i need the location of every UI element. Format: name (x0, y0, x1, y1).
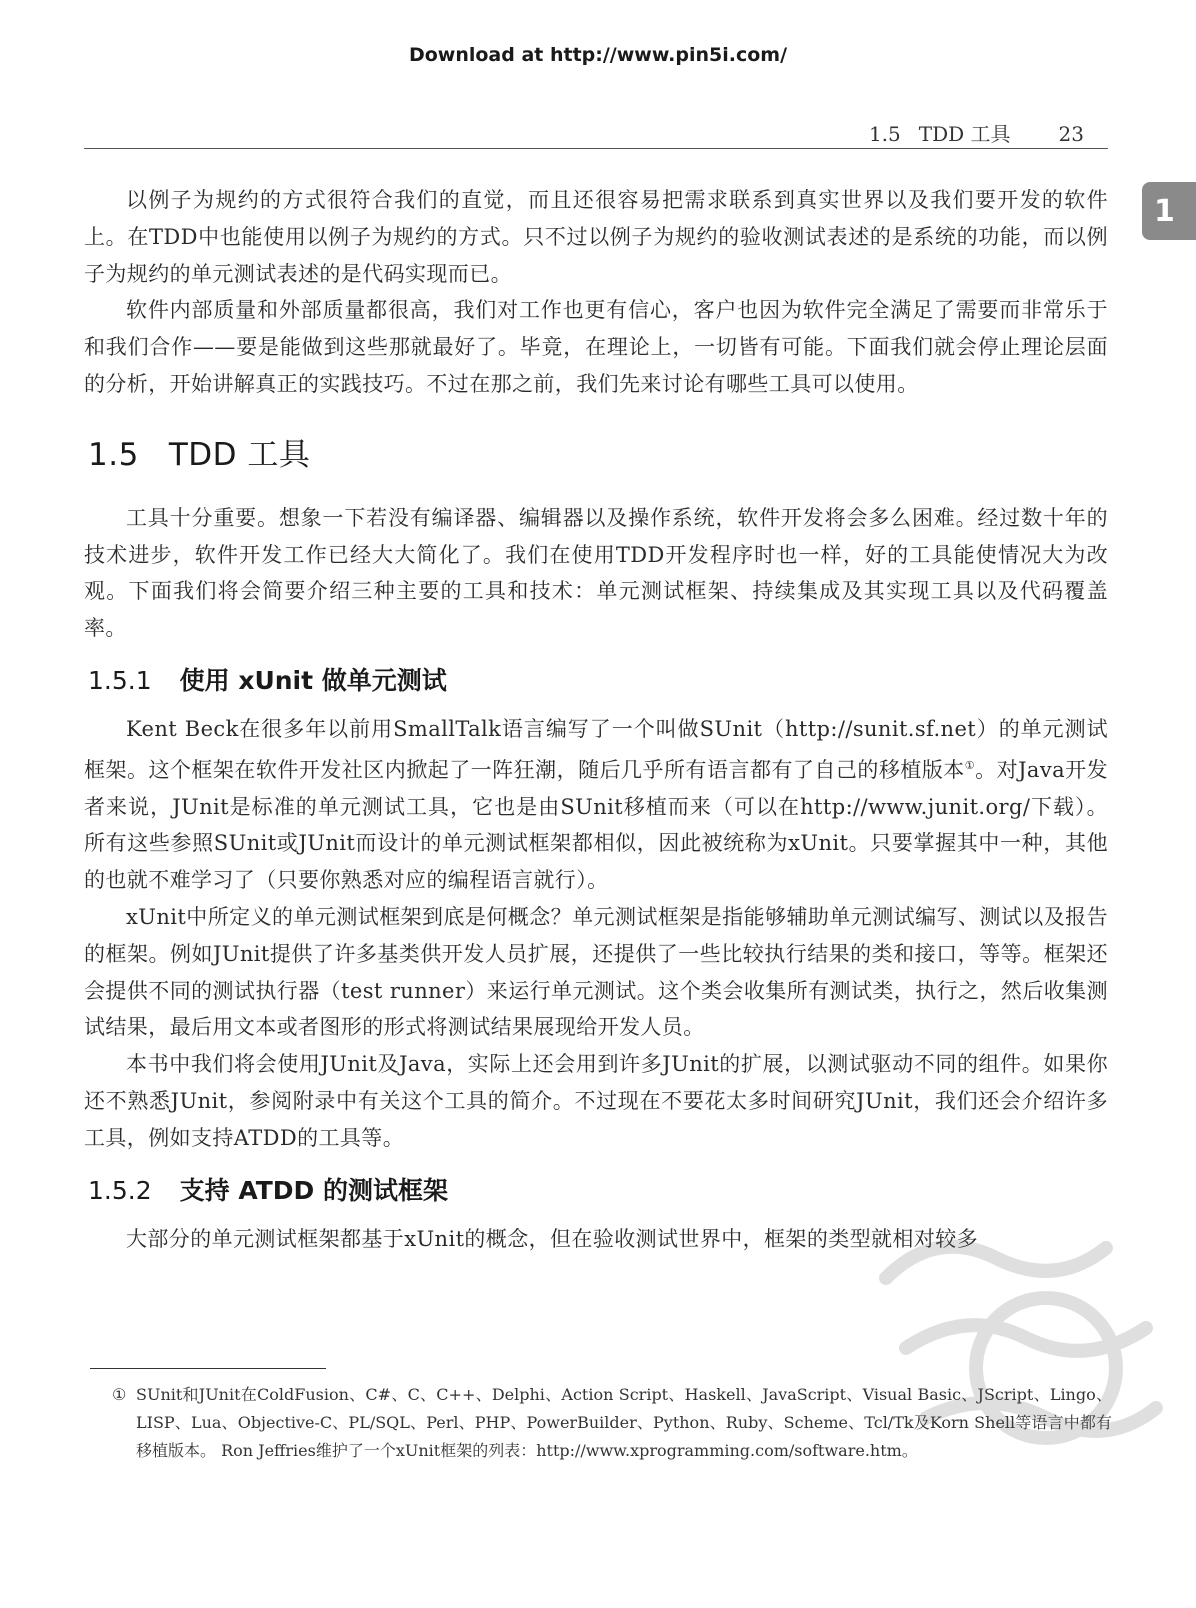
footnote-text: SUnit和JUnit在ColdFusion、C#、C、C++、Delphi、Action Script、Haskell、JavaScript、Visual Basic、JScript、Lingo、LISP、Lua、Objective-C、PL/SQL、Perl、PHP、PowerBuilder、Python、Ruby、Scheme、Tcl/Tk及Korn Shell等语言中都有移植版本。 Ron Jeffries维护了一个xUnit框架的列表：http://www.xprogramming.com/software.htm。 (136, 1385, 1112, 1460)
subsection-number-2: 1.5.2 (88, 1175, 152, 1205)
paragraph-intro-1: 以例子为规约的方式很符合我们的直觉，而且还很容易把需求联系到真实世界以及我们要开发的软件上。在TDD中也能使用以例子为规约的方式。只不过以例子为规约的验收测试表述的是系统的功能，而以例子为规约的单元测试表述的是代码实现而已。 (84, 188, 1108, 286)
footnote-mark: ① (112, 1385, 127, 1404)
footnote-reference: ① (964, 758, 976, 772)
footnote (112, 1381, 1112, 1465)
running-head (869, 118, 1084, 147)
subsection-heading-2 (88, 1171, 1108, 1207)
page-body (84, 182, 1108, 1257)
subsection1-p1-text-b: 。对Java开发者来说，JUnit是标准的单元测试工具，它也是由SUnit移植而来（可以在http://www.junit.org/下载）。所有这些参照SUnit或JUnit而设计的单元测试框架都相似，因此被统称为xUnit。只要掌握其中一种，其他的也就不难学习了（只要你熟悉对应的编程语言就行）。 (84, 757, 1108, 893)
subsection1-paragraph-3: 本书中我们将会使用JUnit及Java，实际上还会用到许多JUnit的扩展，以测试驱动不同的组件。如果你还不熟悉JUnit，参阅附录中有关这个工具的简介。不过现在不要花太多时间研究JUnit，我们还会介绍许多工具，例如支持ATDD的工具等。 (84, 1052, 1108, 1150)
page-number: 23 (1058, 122, 1084, 146)
subsection-heading-1 (88, 661, 1108, 697)
subsection2-paragraph-1: 大部分的单元测试框架都基于xUnit的概念，但在验收测试世界中，框架的类型就相对较多 (126, 1226, 979, 1251)
section-number: 1.5 (88, 436, 139, 473)
header-rule (84, 148, 1108, 149)
footnote-rule (90, 1368, 326, 1369)
subsection-title-2: 支持 ATDD 的测试框架 (179, 1175, 448, 1205)
running-head-section-title: TDD 工具 (918, 122, 1011, 146)
subsection1-paragraph-2: xUnit中所定义的单元测试框架到底是何概念？单元测试框架是指能够辅助单元测试编写、测试以及报告的框架。例如JUnit提供了许多基类供开发人员扩展，还提供了一些比较执行结果的类和接口，等等。框架还会提供不同的测试执行器（test runner）来运行单元测试。这个类会收集所有测试类，执行之，然后收集测试结果，最后用文本或者图形的形式将测试结果展现给开发人员。 (84, 904, 1108, 1040)
section-title: TDD 工具 (168, 436, 311, 473)
running-head-section-number: 1.5 (868, 122, 901, 146)
paragraph-intro-2: 软件内部质量和外部质量都很高，我们对工作也更有信心，客户也因为软件完全满足了需要而非常乐于和我们合作——要是能做到这些那就最好了。毕竟，在理论上，一切皆有可能。下面我们就会停止理论层面的分析，开始讲解真正的实践技巧。不过在那之前，我们先来讨论有哪些工具可以使用。 (84, 298, 1108, 396)
subsection-number-1: 1.5.1 (88, 665, 152, 695)
download-banner: Download at http://www.pin5i.com/ (408, 44, 788, 66)
section-heading (88, 429, 1108, 474)
subsection1-paragraph-1 (84, 711, 1108, 899)
subsection-title-1: 使用 xUnit 做单元测试 (179, 665, 447, 695)
section-paragraph: 工具十分重要。想象一下若没有编译器、编辑器以及操作系统，软件开发将会多么困难。经过数十年的技术进步，软件开发工作已经大大简化了。我们在使用TDD开发程序时也一样，好的工具能使情况大为改观。下面我们将会简要介绍三种主要的工具和技术：单元测试框架、持续集成及其实现工具以及代码覆盖率。 (84, 505, 1108, 641)
chapter-tab: 1 (1142, 182, 1196, 240)
subsection1-p1-text-a: Kent Beck在很多年以前用SmallTalk语言编写了一个叫做SUnit（http://sunit.sf.net）的单元测试框架。这个框架在软件开发社区内掀起了一阵狂潮，随后几乎所有语言都有了自己的移植版本 (84, 716, 1108, 782)
